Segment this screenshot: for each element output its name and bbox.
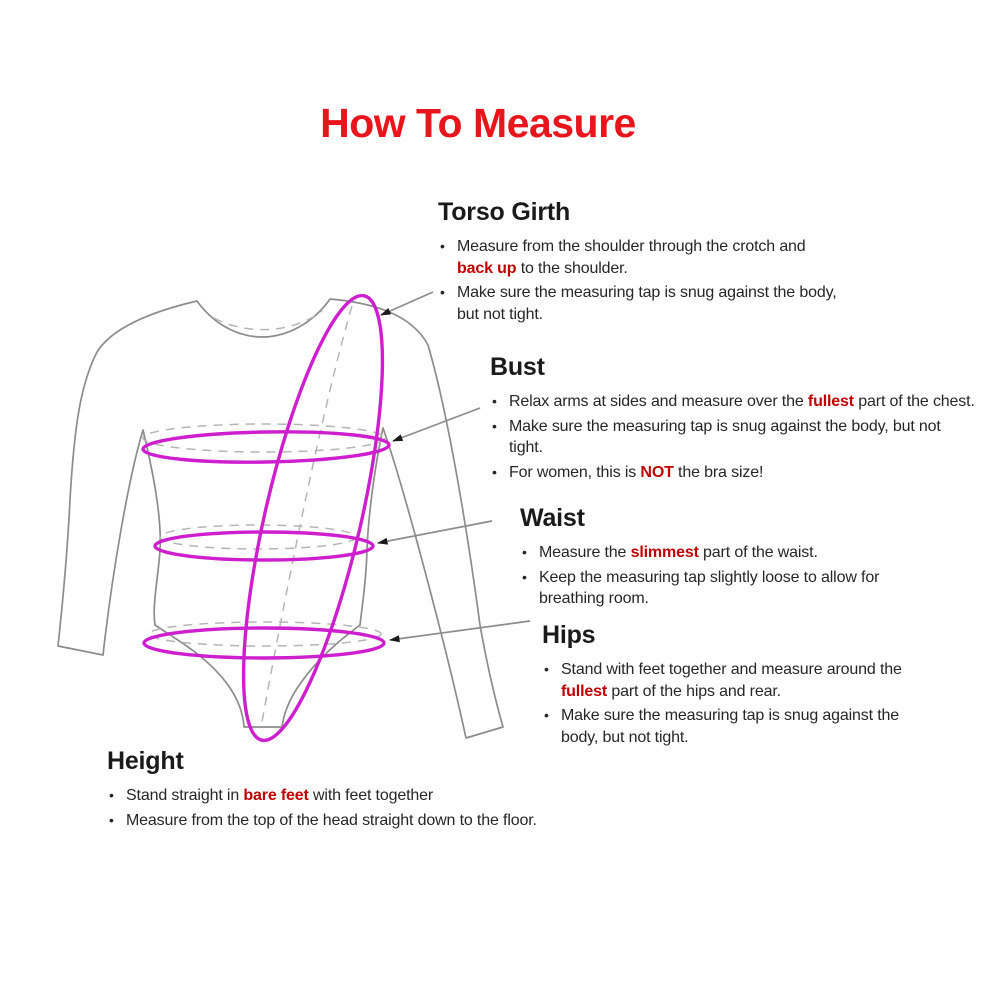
bullet-item — [107, 810, 537, 832]
bullet-text — [561, 707, 899, 746]
text-segment: to the shoulder. — [516, 259, 628, 277]
waist-arrow — [378, 521, 492, 543]
bullet-item — [438, 236, 837, 279]
section-height — [107, 747, 537, 834]
text-segment: part of the hips and rear. — [607, 682, 781, 700]
back-neckline-dashed — [214, 311, 322, 330]
bullet-item — [438, 282, 837, 325]
waist-loop — [155, 532, 373, 560]
section-hips — [542, 621, 902, 751]
text-segment: tight. — [509, 439, 543, 456]
page-title: How To Measure — [320, 100, 636, 146]
text-segment: Stand with feet together and measure around the — [561, 661, 902, 678]
bullet-dot: • — [522, 568, 527, 585]
text-segment: For women, this is — [509, 463, 641, 481]
bullet-dot: • — [440, 238, 445, 254]
torso-girth-loop — [215, 285, 411, 751]
bullet-item — [520, 542, 879, 564]
bullet-item — [520, 567, 879, 610]
bullet-dot: • — [109, 811, 114, 828]
text-segment: the bra size! — [673, 463, 764, 481]
bust-heading: Bust — [490, 353, 545, 381]
bullet-text — [539, 569, 879, 608]
bullet-dot: • — [492, 463, 497, 480]
leotard-outline — [58, 299, 503, 738]
waist-back-dashed — [160, 525, 356, 549]
text-segment: part of the chest. — [853, 393, 975, 410]
bullet-item — [490, 462, 975, 484]
bust-bullets — [490, 391, 975, 483]
bullet-item — [107, 785, 537, 807]
bullet-dot: • — [492, 393, 497, 409]
torso-girth-bullets — [438, 236, 837, 325]
hips-arrow — [390, 621, 530, 640]
text-segment: with feet together — [308, 787, 434, 804]
text-segment: but not tight. — [457, 305, 543, 323]
torso-girth-arrow — [381, 292, 433, 315]
highlighted-text-segment: fullest — [561, 682, 608, 700]
bust-arrow — [393, 408, 480, 441]
bullet-text — [509, 418, 941, 457]
bullet-dot: • — [109, 787, 114, 803]
bullet-dot: • — [492, 417, 497, 434]
bullet-text — [509, 393, 975, 410]
text-segment: part of the waist. — [698, 544, 818, 561]
highlighted-text-segment: bare feet — [243, 787, 309, 804]
text-segment: Make sure the measuring tap is snug against the — [561, 707, 900, 724]
bullet-text — [539, 544, 818, 561]
bullet-dot: • — [440, 284, 445, 300]
bullet-item — [490, 416, 975, 459]
highlighted-text-segment: back up — [457, 259, 517, 277]
torso-girth-heading: Torso Girth — [438, 198, 571, 226]
height-bullets — [107, 785, 537, 831]
bullet-text — [126, 812, 537, 829]
torso-back-dashed — [262, 306, 352, 722]
text-segment: Measure the — [539, 544, 631, 561]
text-segment: breathing room. — [539, 590, 649, 607]
text-segment: Relax arms at sides and measure over the — [509, 393, 808, 410]
bullet-dot: • — [544, 661, 549, 677]
text-segment: Keep the measuring tap slightly loose to allow for — [539, 568, 880, 586]
bullet-text — [509, 464, 763, 481]
hips-back-dashed — [149, 622, 381, 646]
section-bust — [490, 353, 975, 486]
bullet-text — [457, 284, 837, 323]
highlighted-text-segment: slimmest — [630, 544, 699, 561]
text-segment: Make sure the measuring tap is snug against the body, but not — [509, 417, 941, 435]
text-segment: body, but not tight. — [561, 728, 689, 746]
text-segment: Measure from the top of the head straight down to the floor. — [126, 811, 537, 829]
bullet-text — [126, 787, 433, 804]
bullet-item — [490, 391, 975, 413]
bullet-text — [561, 661, 902, 700]
bullet-item — [542, 659, 902, 702]
text-segment: Measure from the shoulder through the crotch and — [457, 238, 806, 255]
waist-bullets — [520, 542, 879, 610]
hips-loop — [144, 628, 384, 658]
hips-heading: Hips — [542, 621, 596, 649]
hips-bullets — [542, 659, 902, 748]
bullet-item — [542, 705, 902, 748]
bust-loop — [143, 430, 389, 464]
bullet-text — [457, 238, 806, 277]
section-waist — [520, 504, 879, 613]
bullet-dot: • — [544, 707, 549, 723]
bust-back-dashed — [143, 424, 385, 452]
section-torso-girth — [438, 198, 837, 328]
waist-heading: Waist — [520, 504, 585, 532]
height-heading: Height — [107, 747, 184, 775]
text-segment: Make sure the measuring tap is snug against the body, — [457, 284, 837, 301]
bullet-dot: • — [522, 544, 527, 560]
highlighted-text-segment: fullest — [807, 393, 854, 410]
highlighted-text-segment: NOT — [640, 463, 674, 481]
text-segment: Stand straight in — [126, 787, 244, 804]
